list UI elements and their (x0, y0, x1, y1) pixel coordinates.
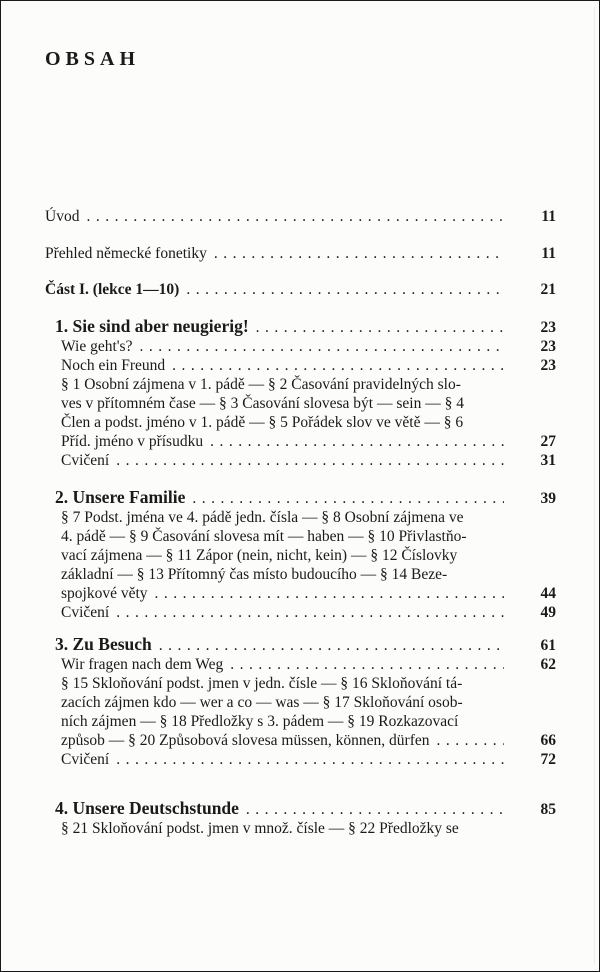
page-number: 62 (540, 656, 556, 673)
entry-label: Wir fragen nach dem Weg (61, 656, 224, 673)
dot-leader (185, 489, 504, 508)
entry-text: 4. pádě — § 9 Časování slovesa mít — haben — § 10 Přivlastňo- (61, 528, 467, 545)
page-title: OBSAH (45, 48, 141, 70)
page-number: 27 (540, 433, 556, 450)
entry-text: vací zájmena — § 11 Zápor (nein, nicht, kein) — § 12 Číslovky (61, 547, 458, 564)
toc-entry (45, 207, 556, 226)
entry-text: základní — § 13 Přítomný čas místo budoucího — § 14 Beze- (61, 566, 448, 583)
entry-label: Část I. (lekce 1—10) (45, 281, 180, 298)
page-number: 23 (540, 357, 556, 374)
toc-text-line (61, 375, 556, 394)
page-number: 23 (540, 338, 556, 355)
front-matter-entries (45, 207, 556, 263)
entry-text: zacích zájmen kdo — wer a co — was — § 17 Skloňování osob- (61, 694, 463, 711)
toc-section (45, 799, 556, 838)
toc-entry (61, 655, 556, 674)
dot-leader (179, 280, 504, 299)
toc-entry (61, 356, 556, 375)
entry-text: § 1 Osobní zájmena v 1. pádě — § 2 Časování pravidelných slo- (61, 376, 461, 393)
entry-label: 4. Unsere Deutschstunde (55, 798, 239, 818)
page-number: 61 (540, 637, 556, 654)
dot-leader (239, 800, 504, 819)
toc-entry (61, 432, 556, 451)
entry-text: Člen a podst. jméno v 1. pádě — § 5 Pořádek slov ve větě — § 6 (61, 414, 464, 431)
toc-entry (61, 750, 556, 769)
dot-leader (148, 584, 504, 603)
dot-leader (165, 356, 504, 375)
toc-text-line (61, 712, 556, 731)
entry-label: Přehled německé fonetiky (45, 244, 207, 262)
toc-entry (61, 603, 556, 622)
toc-section-heading (55, 317, 556, 337)
entry-label: způsob — § 20 Způsobová slovesa müssen, können, dürfen (61, 732, 430, 749)
toc-part-entry (45, 280, 556, 299)
toc-section-heading (55, 635, 556, 655)
dot-leader (207, 244, 504, 263)
page-number: 21 (540, 281, 556, 298)
page-number: 85 (540, 801, 556, 818)
page-number: 11 (541, 208, 556, 225)
entry-label: 3. Zu Besuch (55, 634, 152, 654)
page-number: 31 (540, 452, 556, 469)
page-number: 49 (540, 604, 556, 621)
toc-entry (61, 337, 556, 356)
dot-leader (109, 603, 504, 622)
page-number: 23 (540, 319, 556, 336)
page-number: 72 (540, 751, 556, 768)
dot-leader (132, 337, 504, 356)
toc-text-line (61, 413, 556, 432)
entry-label: Příd. jméno v přísudku (61, 433, 204, 450)
toc-section (45, 488, 556, 622)
toc-text-line (61, 546, 556, 565)
toc-entry (45, 244, 556, 263)
toc-entry (61, 731, 556, 750)
dot-leader (152, 636, 504, 655)
entry-label: Úvod (45, 208, 80, 225)
entry-text: ních zájmen — § 18 Předložky s 3. pádem — § 19 Rozkazovací (61, 713, 459, 730)
dot-leader (203, 432, 504, 451)
table-of-contents (1, 207, 599, 838)
dot-leader (79, 207, 504, 226)
toc-section (45, 635, 556, 769)
toc-text-line (61, 508, 556, 527)
dot-leader (223, 655, 504, 674)
entry-text: § 7 Podst. jména ve 4. pádě jedn. čísla — § 8 Osobní zájmena ve (61, 509, 464, 526)
entry-label: Noch ein Freund (61, 357, 166, 374)
entry-text: ves v přítomném čase — § 3 Časování slovesa být — sein — § 4 (61, 395, 464, 412)
entry-label: 2. Unsere Familie (55, 487, 186, 507)
entry-label: 1. Sie sind aber neugierig! (55, 316, 249, 336)
toc-section-heading (55, 488, 556, 508)
entry-label: Cvičení (61, 604, 110, 621)
entry-label: Cvičení (61, 452, 110, 469)
toc-text-line (61, 693, 556, 712)
dot-leader (430, 731, 504, 750)
entry-label: spojkové věty (61, 585, 148, 602)
entry-text: § 21 Skloňování podst. jmen v množ. čísle — § 22 Předložky se (61, 820, 459, 837)
page-number: 39 (540, 490, 556, 507)
entry-label: Wie geht's? (61, 338, 133, 355)
dot-leader (249, 318, 504, 337)
toc-text-line (61, 565, 556, 584)
toc-text-line (61, 527, 556, 546)
toc-section-heading (55, 799, 556, 819)
entry-text: § 15 Skloňování podst. jmen v jedn. čísle — § 16 Skloňování tá- (61, 675, 463, 692)
page-number: 44 (540, 585, 556, 602)
toc-entry (61, 584, 556, 603)
toc-text-line (61, 394, 556, 413)
toc-section (45, 317, 556, 470)
toc-text-line (61, 674, 556, 693)
toc-entry (61, 451, 556, 470)
dot-leader (109, 750, 504, 769)
dot-leader (109, 451, 504, 470)
page-number: 11 (541, 244, 556, 262)
entry-label: Cvičení (61, 751, 110, 768)
page-number: 66 (540, 732, 556, 749)
toc-text-line (61, 819, 556, 838)
